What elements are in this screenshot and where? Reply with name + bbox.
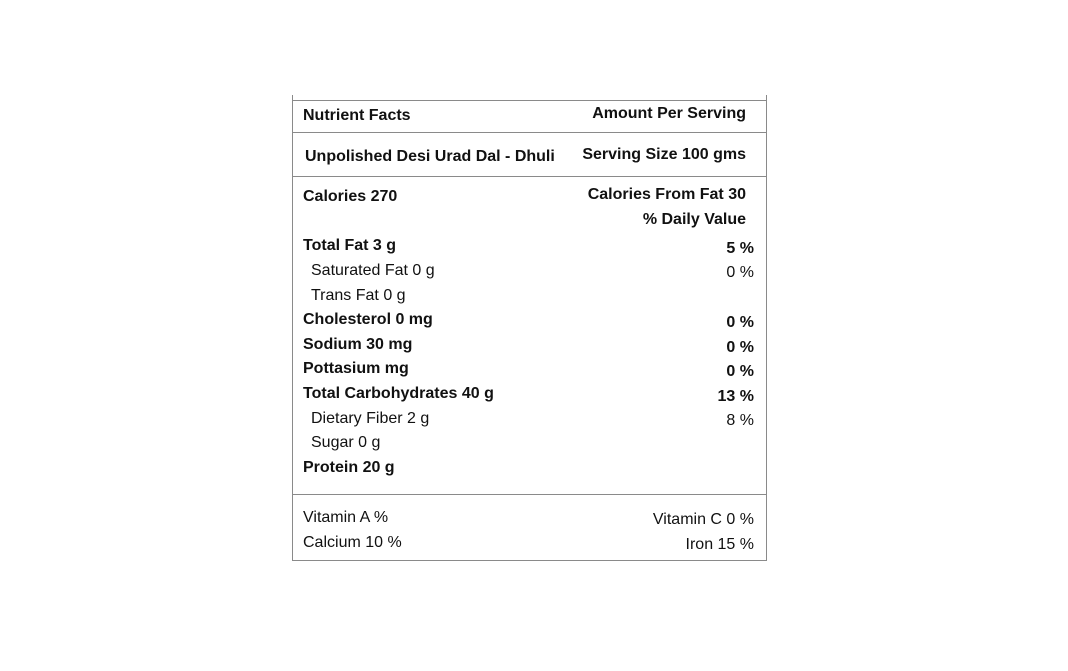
daily-value-header: % Daily Value [642, 211, 746, 228]
serving-rule [292, 176, 767, 177]
nutrient-label-pottasium: Pottasium mg [303, 360, 409, 377]
nutrient-dv-total-fat: 5 % [726, 240, 754, 257]
iron: Iron 15 % [685, 536, 754, 553]
amount-per-serving: Amount Per Serving [592, 105, 746, 122]
nutrient-label-total-fat: Total Fat 3 g [303, 237, 397, 254]
nutrient-dv-total-carbohydrates: 13 % [717, 388, 754, 405]
nutrient-label-sugar: Sugar 0 g [311, 434, 381, 451]
nutrient-label-total-carbohydrates: Total Carbohydrates 40 g [303, 385, 494, 402]
nutrient-facts-title: Nutrient Facts [303, 107, 411, 124]
nutrient-dv-cholesterol: 0 % [726, 314, 754, 331]
header-rule [292, 132, 767, 133]
bottom-rule [292, 560, 767, 561]
nutrient-label-protein: Protein 20 g [303, 459, 395, 476]
nutrient-dv-pottasium: 0 % [726, 363, 754, 380]
vitamins-rule [292, 494, 767, 495]
serving-size: Serving Size 100 gms [582, 146, 746, 163]
nutrition-facts-panel [292, 95, 767, 561]
calories: Calories 270 [303, 188, 398, 205]
nutrient-label-trans-fat: Trans Fat 0 g [311, 287, 406, 304]
nutrient-label-dietary-fiber: Dietary Fiber 2 g [311, 410, 430, 427]
vitamin-a: Vitamin A % [303, 509, 389, 526]
nutrient-dv-sodium: 0 % [726, 339, 754, 356]
left-border [292, 95, 293, 561]
calories-from-fat: Calories From Fat 30 [587, 186, 746, 203]
nutrient-label-cholesterol: Cholesterol 0 mg [303, 311, 433, 328]
top-rule [292, 100, 767, 101]
nutrient-label-sodium: Sodium 30 mg [303, 336, 413, 353]
right-border [766, 95, 767, 561]
nutrient-label-saturated-fat: Saturated Fat 0 g [311, 262, 435, 279]
product-name: Unpolished Desi Urad Dal - Dhuli [305, 148, 555, 165]
nutrient-dv-saturated-fat: 0 % [726, 264, 754, 281]
calcium: Calcium 10 % [303, 534, 402, 551]
vitamin-c: Vitamin C 0 % [652, 511, 754, 528]
nutrient-dv-dietary-fiber: 8 % [726, 412, 754, 429]
